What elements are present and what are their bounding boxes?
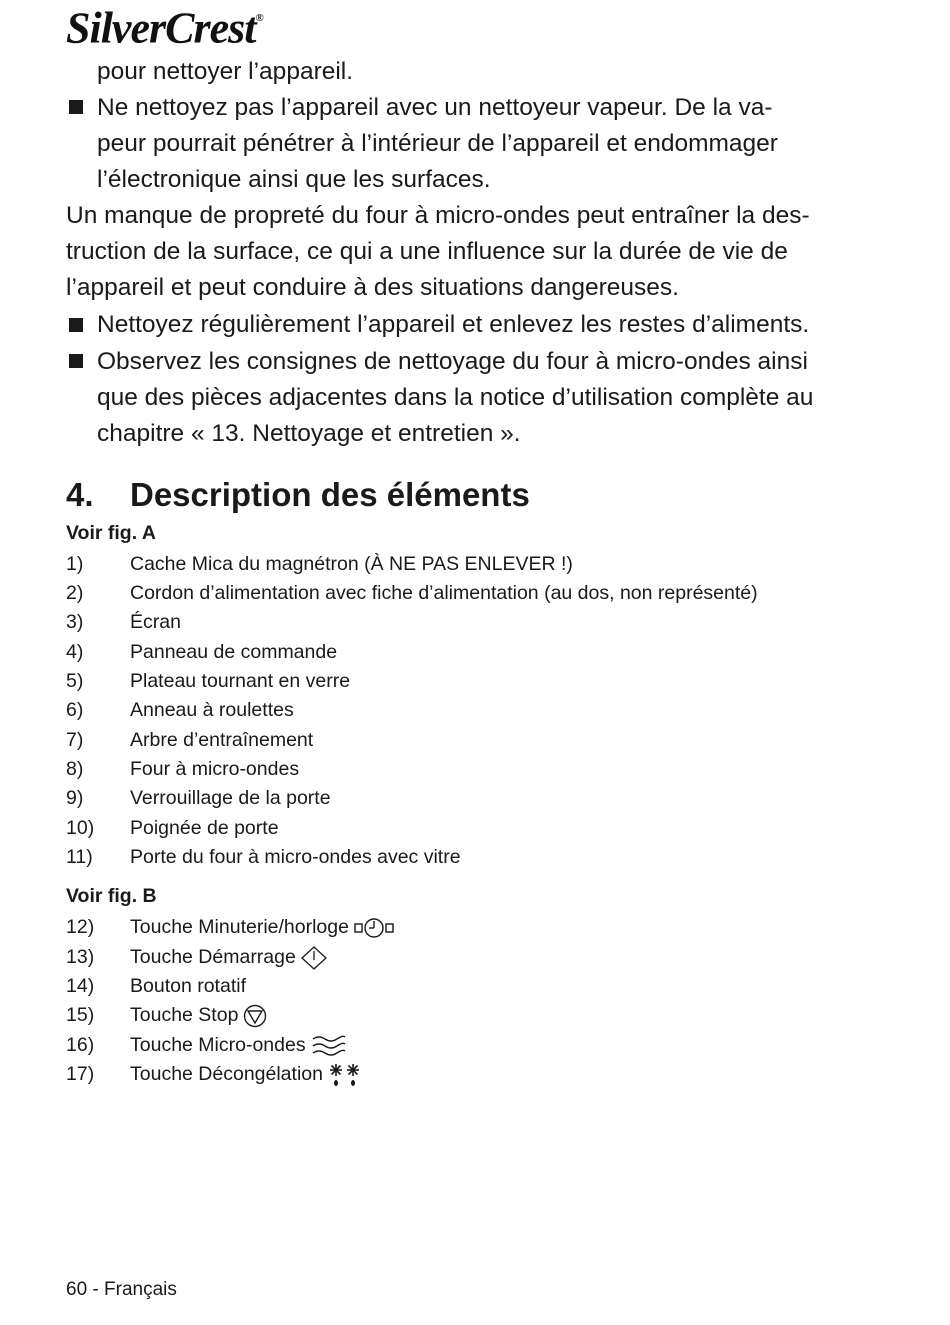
item-text: Cordon d’alimentation avec fiche d’alimentation (au dos, non représenté) <box>130 582 758 604</box>
text-line: Ne nettoyez pas l’appareil avec un nettoyeur vapeur. De la va- <box>97 94 773 121</box>
item-text: Touche Minuterie/horloge <box>130 916 349 938</box>
item-number: 11) <box>66 846 93 868</box>
bullet-square-icon <box>69 354 83 368</box>
item-text: Poignée de porte <box>130 817 279 839</box>
item-number: 7) <box>66 729 84 751</box>
text-line: l’appareil et peut conduire à des situations dangereuses. <box>66 274 679 301</box>
text-line: Nettoyez régulièrement l’appareil et enlevez les restes d’aliments. <box>97 311 810 338</box>
item-number: 1) <box>66 553 84 575</box>
item-number: 10) <box>66 817 95 839</box>
page-footer: 60 - Français <box>66 1279 177 1300</box>
item-text: Plateau tournant en verre <box>130 670 351 692</box>
item-number: 12) <box>66 916 95 938</box>
item-text: Touche Stop <box>130 1004 239 1026</box>
item-number: 2) <box>66 582 84 604</box>
item-number: 13) <box>66 946 95 968</box>
brand-name: SilverCrest <box>66 3 256 53</box>
item-text: Touche Démarrage <box>130 946 296 968</box>
fig-a-label: Voir fig. A <box>66 522 156 544</box>
item-text: Arbre d’entraînement <box>130 729 314 751</box>
text-line: l’électronique ainsi que les surfaces. <box>97 166 491 193</box>
text-line: Un manque de propreté du four à micro-ondes peut entraîner la des- <box>66 202 810 229</box>
text-line: Observez les consignes de nettoyage du four à micro-ondes ainsi <box>97 348 808 375</box>
item-text: Four à micro-ondes <box>130 758 300 780</box>
text-line: peur pourrait pénétrer à l’intérieur de l’appareil et endommager <box>97 130 778 157</box>
item-text: Verrouillage de la porte <box>130 787 331 809</box>
item-number: 17) <box>66 1063 95 1085</box>
item-text: Cache Mica du magnétron (À NE PAS ENLEVER !) <box>130 553 573 575</box>
item-number: 16) <box>66 1034 95 1056</box>
item-text: Écran <box>130 611 181 633</box>
section-heading <box>66 473 530 517</box>
item-text: Porte du four à micro-ondes avec vitre <box>130 846 461 868</box>
item-text: Anneau à roulettes <box>130 699 294 721</box>
stop-triangle-icon <box>243 1004 267 1028</box>
clock-icon <box>354 917 394 939</box>
item-number: 5) <box>66 670 84 692</box>
text-line: que des pièces adjacentes dans la notice d’utilisation complète au <box>97 384 814 411</box>
text-line: pour nettoyer l’appareil. <box>97 58 354 85</box>
brand-logo <box>66 2 263 51</box>
text-line: truction de la surface, ce qui a une influence sur la durée de vie de <box>66 238 788 265</box>
item-number: 9) <box>66 787 84 809</box>
item-number: 15) <box>66 1004 95 1026</box>
item-number: 4) <box>66 641 84 663</box>
text-line: chapitre « 13. Nettoyage et entretien ». <box>97 420 521 447</box>
bullet-square-icon <box>69 318 83 332</box>
snowflake-defrost-icon <box>328 1062 362 1088</box>
fig-b-label: Voir fig. B <box>66 885 157 907</box>
microwave-waves-icon <box>311 1034 347 1058</box>
item-number: 3) <box>66 611 84 633</box>
item-number: 14) <box>66 975 95 997</box>
item-text: Panneau de commande <box>130 641 338 663</box>
item-number: 8) <box>66 758 84 780</box>
section-title: Description des éléments <box>130 476 530 513</box>
start-diamond-icon <box>301 946 327 970</box>
item-number: 6) <box>66 699 84 721</box>
bullet-square-icon <box>69 100 83 114</box>
item-text: Bouton rotatif <box>130 975 246 997</box>
registered-mark: ® <box>255 12 263 24</box>
section-number: 4. <box>66 476 94 513</box>
item-text: Touche Décongélation <box>130 1063 323 1086</box>
item-text: Touche Micro-ondes <box>130 1034 306 1056</box>
